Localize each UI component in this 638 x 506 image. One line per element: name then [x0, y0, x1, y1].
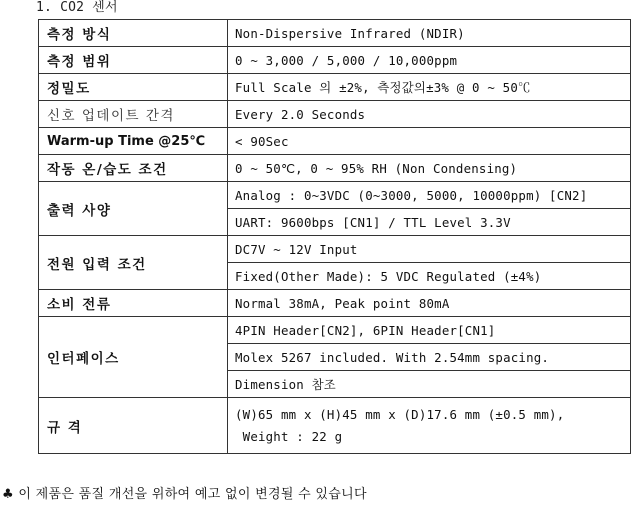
- table-row: [39, 317, 631, 344]
- row-value-measurement-range: 0 ~ 3,000 / 5,000 / 10,000ppm: [228, 47, 631, 74]
- row-value-current-consumption: Normal 38mA, Peak point 80mA: [228, 290, 631, 317]
- row-value-power-fixed: Fixed(Other Made): 5 VDC Regulated (±4%): [228, 263, 631, 290]
- table-row: [39, 128, 631, 155]
- row-label-current-consumption: 소비 전류: [39, 290, 228, 317]
- row-label-signal-update: 신호 업데이트 간격: [39, 101, 228, 128]
- row-value-operating-conditions: 0 ~ 50℃, 0 ~ 95% RH (Non Condensing): [228, 155, 631, 182]
- table-row: [39, 101, 631, 128]
- dimensions-weight: Weight : 22 g: [235, 428, 343, 444]
- row-value-interface-dimension: Dimension 참조: [228, 371, 631, 398]
- row-value-measurement-method: Non-Dispersive Infrared (NDIR): [228, 20, 631, 47]
- row-label-operating-conditions: 작동 온/습도 조건: [39, 155, 228, 182]
- table-row: [39, 236, 631, 263]
- row-label-warmup-time: Warm-up Time @25℃: [39, 128, 228, 155]
- row-value-interface-headers: 4PIN Header[CN2], 6PIN Header[CN1]: [228, 317, 631, 344]
- row-label-dimensions: 규 격: [39, 398, 228, 454]
- row-label-output-spec: 출력 사양: [39, 182, 228, 236]
- row-label-accuracy: 정밀도: [39, 74, 228, 101]
- table-row: [39, 398, 631, 454]
- spec-table: [38, 19, 631, 454]
- dimensions-size: (W)65 mm x (H)45 mm x (D)17.6 mm (±0.5 mm),: [235, 406, 565, 422]
- table-row: [39, 74, 631, 101]
- row-value-output-uart: UART: 9600bps [CN1] / TTL Level 3.3V: [228, 209, 631, 236]
- table-row: [39, 47, 631, 74]
- row-value-power-dc-input: DC7V ~ 12V Input: [228, 236, 631, 263]
- row-value-signal-update: Every 2.0 Seconds: [228, 101, 631, 128]
- table-row: [39, 20, 631, 47]
- row-value-interface-molex: Molex 5267 included. With 2.54mm spacing.: [228, 344, 631, 371]
- row-label-power-input: 전원 입력 조건: [39, 236, 228, 290]
- table-row: [39, 182, 631, 209]
- table-row: [39, 290, 631, 317]
- row-value-output-analog: Analog : 0~3VDC (0~3000, 5000, 10000ppm) [CN2]: [228, 182, 631, 209]
- row-value-dimensions: [228, 398, 631, 454]
- row-label-interface: 인터페이스: [39, 317, 228, 398]
- row-value-accuracy: Full Scale 의 ±2%, 측정값의±3% @ 0 ~ 50℃: [228, 74, 631, 101]
- footnote: ♣ 이 제품은 품질 개선을 위하여 예고 없이 변경될 수 있습니다: [2, 487, 367, 502]
- row-value-warmup-time: < 90Sec: [228, 128, 631, 155]
- row-label-measurement-range: 측정 범위: [39, 47, 228, 74]
- section-title: 1. CO2 센서: [36, 0, 118, 15]
- row-label-measurement-method: 측정 방식: [39, 20, 228, 47]
- table-row: [39, 155, 631, 182]
